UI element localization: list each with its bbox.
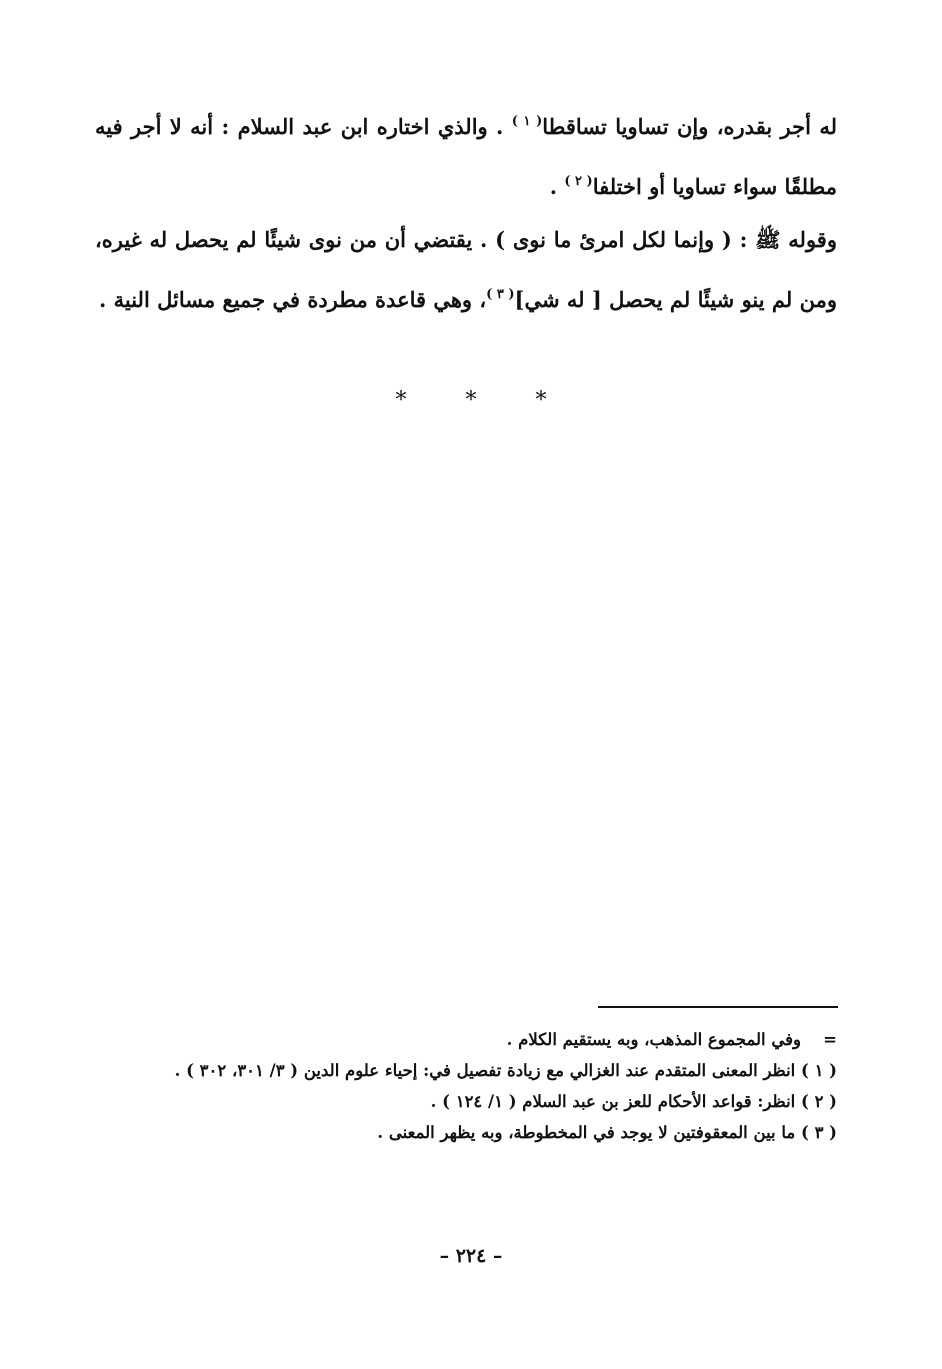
footnote-divider <box>598 1006 838 1008</box>
footnote-1: ( ١ ) انظر المعنى المتقدم عند الغزالي مع زيادة تفصيل في: إحياء علوم الدين ( ٣/ ٣٠١، ٣٠٢ ) . <box>174 1061 837 1080</box>
separator-star: * <box>395 388 407 413</box>
footnote-ref-1: ( ١ ) <box>511 114 543 129</box>
footnote-ref-3: ( ٣ ) <box>486 287 515 302</box>
footnote-ref-2: ( ٢ ) <box>564 174 593 189</box>
footnote-continuation-text: وفي المجموع المذهب، وبه يستقيم الكلام . <box>506 1030 801 1049</box>
paragraph-2-text-b: ، وهي قاعدة مطردة في جميع مسائل النية . <box>98 287 487 312</box>
separator-star: * <box>535 388 547 413</box>
paragraph-1-text-c: . <box>549 174 565 199</box>
footnotes <box>95 1024 837 1148</box>
paragraph-2-text-a: وقوله ﷺ : ( وإنما لكل امرئ ما نوى ) . يقتضي أن من نوى شيئًا لم يحصل له غيره، ومن لم ينو شيئًا لم يحصل [ له شي] <box>95 227 837 312</box>
footnote-2: ( ٢ ) انظر: قواعد الأحكام للعز بن عبد السلام ( ١/ ١٢٤ ) . <box>430 1092 837 1111</box>
paragraph-2 <box>95 212 837 327</box>
paragraph-1 <box>95 94 837 214</box>
paragraph-1-text-a: له أجر بقدره، وإن تساويا تساقطا <box>542 114 837 139</box>
page-number: – ٢٢٤ – <box>439 1245 503 1267</box>
footnote-continuation <box>95 1024 837 1055</box>
footnote-3: ( ٣ ) ما بين المعقوفتين لا يوجد في المخطوطة، وبه يظهر المعنى . <box>377 1123 837 1142</box>
paragraph-1-text-b: . والذي اختاره ابن عبد السلام : أنه لا أجر فيه مطلقًا سواء تساويا أو اختلفا <box>95 114 837 199</box>
separator-star: * <box>465 388 477 413</box>
continuation-mark: = <box>823 1030 837 1049</box>
section-separator <box>0 388 942 413</box>
